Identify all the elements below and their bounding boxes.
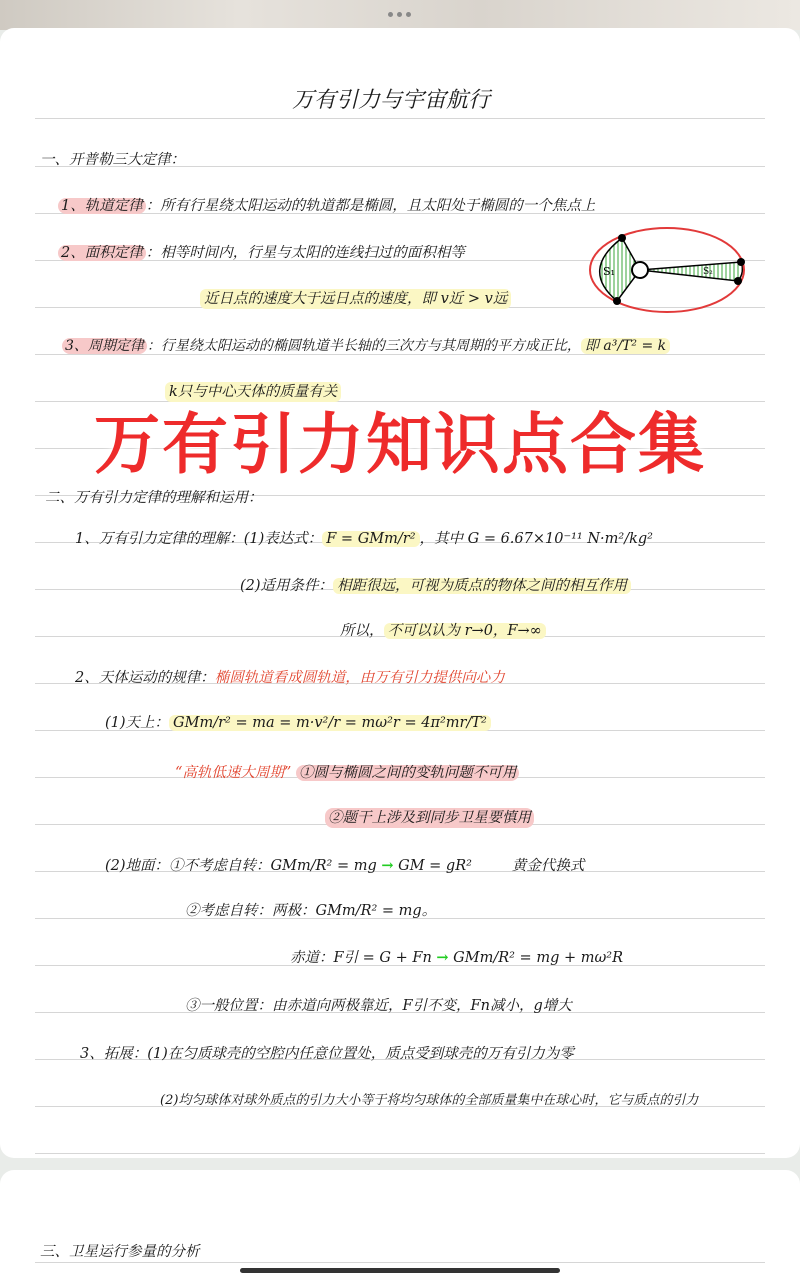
- condition: [240, 576, 631, 596]
- law2-label: 2、面积定律: [58, 245, 146, 261]
- sky-formula: GMm/r² = ma = m·v²/r = mω²r = 4π²mr/T²: [169, 715, 491, 731]
- law3-formula: 即 a³/T² = k: [581, 338, 670, 354]
- page-title: 万有引力与宇宙航行: [292, 88, 491, 113]
- label-s2: S₂: [703, 267, 713, 277]
- law3-text: ：行星绕太阳运动的椭圆轨道半长轴的三次方与其周期的平方成正比，: [146, 338, 581, 354]
- motto: “高轨低速大周期”: [175, 765, 292, 781]
- ruled-line: [35, 1153, 765, 1154]
- ground-label: (2)地面：①不考虑自转：GMm/R² = mg: [105, 858, 377, 874]
- planet-dot: [618, 234, 626, 242]
- law3-note: k只与中心天体的质量有关: [165, 382, 341, 402]
- so-text: 不可以认为 r→0，F→∞: [384, 623, 546, 639]
- law3: [62, 336, 670, 356]
- extension-2: (2)均匀球体对球外质点的引力大小等于将均匀球体的全部质量集中在球心时，它与质点的引力: [160, 1093, 699, 1108]
- law3-label: 3、周期定律: [62, 338, 147, 354]
- law1-text: ：所有行星绕太阳运动的轨道都是椭圆，且太阳处于椭圆的一个焦点上: [145, 198, 596, 214]
- law1: [58, 196, 595, 216]
- item2-label: 2、天体运动的规律：: [75, 670, 215, 686]
- law2-text: ：相等时间内，行星与太阳的连线扫过的面积相等: [145, 245, 465, 261]
- planet-dot: [613, 297, 621, 305]
- sky: [105, 713, 491, 733]
- planet-dot: [737, 258, 745, 266]
- rotation-poles: ②考虑自转：两极：GMm/R² = mg。: [185, 903, 437, 919]
- item2: [75, 668, 505, 688]
- so-label: 所以，: [340, 623, 384, 639]
- condition-text: 相距很远，可视为质点的物体之间的相互作用: [333, 578, 631, 594]
- item1: [75, 529, 653, 549]
- green-arrow-icon: →: [381, 857, 394, 874]
- equator-label: 赤道：F引 = G + Fn: [290, 950, 432, 966]
- more-dots-icon[interactable]: [388, 12, 411, 17]
- equator-line: [290, 948, 623, 968]
- caution-1: ①圆与椭圆之间的变轨问题不可用: [296, 765, 520, 781]
- general-position: ③一般位置：由赤道向两极靠近，F引不变，Fn减小，g增大: [185, 998, 572, 1014]
- law1-label: 1、轨道定律: [58, 198, 146, 214]
- law2-note: 近日点的速度大于远日点的速度，即 v近 > v远: [200, 289, 511, 309]
- section2-heading: 二、万有引力定律的理解和运用：: [45, 490, 263, 506]
- gravity-constant: ，其中 G = 6.67×10⁻¹¹ N·m²/kg²: [419, 531, 653, 547]
- green-arrow-icon: →: [436, 949, 449, 966]
- background-strip: [0, 0, 800, 30]
- ruled-line: [35, 401, 765, 402]
- ground-result: GM = gR²: [398, 858, 472, 874]
- golden-substitution: 黄金代换式: [511, 858, 585, 874]
- item1-label: 1、万有引力定律的理解：(1)表达式：: [75, 531, 323, 547]
- banner-title: 万有引力知识点合集: [94, 406, 706, 483]
- extension-1: 3、拓展：(1)在匀质球壳的空腔内任意位置处，质点受到球壳的万有引力为零: [80, 1046, 574, 1062]
- ruled-line: [35, 118, 765, 119]
- label-s1: S₁: [603, 265, 615, 278]
- ruled-line: [35, 1262, 765, 1263]
- section1-heading: 一、开普勒三大定律：: [40, 152, 185, 168]
- note-page-2: [0, 1170, 800, 1280]
- sun-icon: [632, 262, 648, 278]
- area-s2: [640, 262, 742, 281]
- equator-result: GMm/R² = mg + mω²R: [453, 950, 624, 966]
- ground-line: [105, 856, 584, 876]
- condition-label: (2)适用条件：: [240, 578, 334, 594]
- home-indicator[interactable]: [240, 1268, 560, 1273]
- law2: [58, 243, 465, 263]
- so-line: [340, 621, 546, 641]
- motto-line: [175, 763, 519, 783]
- orbit-diagram: [585, 222, 750, 320]
- planet-dot: [734, 277, 742, 285]
- section3-heading: 三、卫星运行参量的分析: [40, 1244, 200, 1260]
- caution-2: ②题干上涉及到同步卫星要慎用: [325, 808, 534, 828]
- sky-label: (1)天上：: [105, 715, 170, 731]
- item2-text: 椭圆轨道看成圆轨道，由万有引力提供向心力: [214, 670, 505, 686]
- gravity-formula: F = GMm/r²: [322, 531, 419, 547]
